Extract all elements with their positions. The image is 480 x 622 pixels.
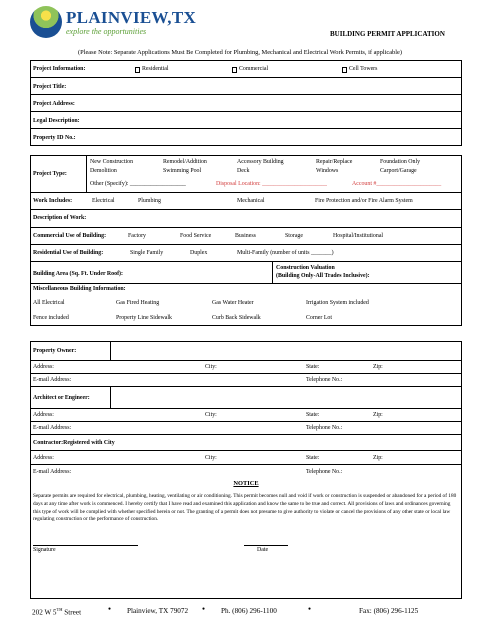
commercial-use-row bbox=[30, 228, 462, 245]
legal-description-label: Legal Description: bbox=[33, 118, 80, 124]
city-logo-icon bbox=[30, 6, 62, 38]
project-type-label: Project Type: bbox=[33, 171, 67, 177]
use-business[interactable]: Business bbox=[235, 233, 256, 239]
type-repair-replace[interactable]: Repair/Replace bbox=[316, 159, 353, 165]
building-area-label[interactable]: Building Area (Sq. Ft. Under Roof): bbox=[33, 271, 123, 277]
work-includes-label: Work Includes: bbox=[33, 198, 73, 204]
type-swimming-pool[interactable]: Swimming Pool bbox=[163, 168, 202, 174]
architect-label: Architect or Engineer: bbox=[33, 395, 90, 401]
architect-phone-label: Telephone No.: bbox=[306, 425, 343, 431]
commercial-checkbox[interactable] bbox=[232, 67, 237, 73]
residential-use-row bbox=[30, 245, 462, 262]
notice-heading: NOTICE bbox=[233, 480, 259, 487]
area-valuation-row bbox=[30, 262, 462, 284]
project-address-label: Project Address: bbox=[33, 101, 75, 107]
footer-address-number: 202 W 5 bbox=[32, 608, 57, 617]
misc-curb-sidewalk[interactable]: Curb Back Sidewalk bbox=[212, 315, 261, 321]
architect-email-label: E-mail Address: bbox=[33, 425, 72, 431]
architect-address-row[interactable] bbox=[30, 409, 462, 422]
project-address-row[interactable] bbox=[30, 95, 462, 112]
description-label: Description of Work: bbox=[33, 215, 87, 221]
notice-body: Separate permits are required for electrical, plumbing, heating, ventilating or air conditioning. This permit becomes null and void if work or construction is suspended or abandoned for a period of 180 days at any time after work is commenced. I hereby certify that I have read and examined this application and know the same to be true and correct. All provisions of laws and ordinances governing this type of work will be complied with whether specified herein or not. The granting of a permit does not presume to give authority to violate or cancel the provisions of any other state or local law regulating construction or the performance of construction. bbox=[33, 493, 457, 523]
misc-label: Miscellaneous Building Information: bbox=[33, 286, 126, 292]
type-accessory-building[interactable]: Accessory Building bbox=[237, 159, 284, 165]
misc-gas-heating[interactable]: Gas Fired Heating bbox=[116, 300, 160, 306]
owner-zip-label: Zip: bbox=[373, 364, 383, 370]
use-hospital[interactable]: Hospital/Institutional bbox=[333, 233, 384, 239]
valuation-sublabel[interactable]: (Building Only-All Trades Inclusive): bbox=[276, 273, 370, 279]
type-windows[interactable]: Windows bbox=[316, 168, 339, 174]
project-info-row bbox=[30, 60, 462, 78]
date-label: Date bbox=[257, 547, 269, 553]
contractor-contact-row[interactable] bbox=[30, 465, 462, 479]
footer-address-sup: TH bbox=[56, 607, 63, 612]
property-owner-label: Property Owner: bbox=[33, 348, 77, 354]
project-info-label: Project Information: bbox=[33, 66, 86, 72]
owner-email-label: E-mail Address: bbox=[33, 377, 72, 383]
contractor-zip-label: Zip: bbox=[373, 455, 383, 461]
owner-phone-label: Telephone No.: bbox=[306, 377, 343, 383]
type-foundation-only[interactable]: Foundation Only bbox=[380, 159, 421, 165]
type-carport-garage[interactable]: Carport/Garage bbox=[380, 168, 417, 174]
footer-fax: Fax: (806) 296-1125 bbox=[359, 607, 419, 615]
type-remodel[interactable]: Remodel/Addition bbox=[163, 159, 207, 165]
type-new-construction[interactable]: New Construction bbox=[90, 159, 134, 165]
application-note: (Please Note: Separate Applications Must Be Completed for Plumbing, Mechanical and Electrical Work Permits, if applicable) bbox=[78, 49, 402, 56]
use-storage[interactable]: Storage bbox=[285, 233, 303, 239]
legal-description-row[interactable] bbox=[30, 112, 462, 129]
logo-tagline: explore the opportunities bbox=[66, 27, 147, 36]
type-deck[interactable]: Deck bbox=[237, 168, 250, 174]
misc-fence[interactable]: Fence included bbox=[33, 315, 69, 321]
residential-checkbox[interactable] bbox=[135, 67, 140, 73]
contractor-city-label: City: bbox=[205, 455, 217, 461]
page-title: BUILDING PERMIT APPLICATION bbox=[330, 30, 445, 38]
misc-info-row bbox=[30, 284, 462, 326]
project-type-row bbox=[30, 155, 462, 193]
misc-all-electrical[interactable]: All Electrical bbox=[33, 300, 65, 306]
architect-address-label: Address: bbox=[33, 412, 54, 418]
footer-bullet-2: ● bbox=[202, 607, 206, 612]
architect-row bbox=[30, 387, 462, 409]
option-commercial: Commercial bbox=[239, 66, 269, 72]
project-title-label: Project Title: bbox=[33, 84, 67, 90]
contractor-row bbox=[30, 435, 462, 451]
architect-state-label: State: bbox=[306, 412, 320, 418]
misc-irrigation[interactable]: Irrigation System included bbox=[306, 300, 369, 306]
type-demolition[interactable]: Demolition bbox=[90, 168, 117, 174]
owner-state-label: State: bbox=[306, 364, 320, 370]
owner-address-row[interactable] bbox=[30, 361, 462, 374]
option-cell-towers: Cell Towers bbox=[349, 66, 378, 72]
contractor-phone-label: Telephone No.: bbox=[306, 469, 343, 475]
description-row[interactable] bbox=[30, 210, 462, 228]
use-multi-family[interactable]: Multi-Family (number of units _______) bbox=[237, 250, 334, 256]
signature-label: Signature bbox=[33, 547, 56, 553]
valuation-label: Construction Valuation bbox=[276, 265, 335, 271]
footer-city: Plainview, TX 79072 bbox=[127, 607, 189, 615]
work-mechanical[interactable]: Mechanical bbox=[237, 198, 265, 204]
property-owner-row bbox=[30, 341, 462, 361]
contractor-address-row[interactable] bbox=[30, 451, 462, 465]
footer-bullet-1: ● bbox=[108, 607, 112, 612]
signature-line[interactable] bbox=[33, 545, 138, 546]
contractor-label: Contractor:Registered with City bbox=[33, 440, 115, 446]
architect-zip-label: Zip: bbox=[373, 412, 383, 418]
misc-corner-lot[interactable]: Corner Lot bbox=[306, 315, 333, 321]
footer-bullet-3: ● bbox=[308, 607, 312, 612]
owner-address-label: Address: bbox=[33, 364, 54, 370]
misc-gas-water-heater[interactable]: Gas Water Heater bbox=[212, 300, 254, 306]
work-includes-row bbox=[30, 193, 462, 210]
use-single-family[interactable]: Single Family bbox=[130, 250, 164, 256]
residential-use-label: Residential Use of Building: bbox=[33, 250, 104, 256]
owner-contact-row[interactable] bbox=[30, 374, 462, 387]
use-duplex[interactable]: Duplex bbox=[190, 250, 208, 256]
footer-phone: Ph. (806) 296-1100 bbox=[221, 607, 277, 615]
type-other-specify[interactable]: Other (Specify): ___________________ bbox=[90, 181, 186, 187]
architect-contact-row[interactable] bbox=[30, 422, 462, 435]
date-line[interactable] bbox=[244, 545, 288, 546]
contractor-address-label: Address: bbox=[33, 455, 54, 461]
work-fire-protection[interactable]: Fire Protection and/or Fire Alarm System bbox=[315, 198, 413, 204]
misc-property-sidewalk[interactable]: Property Line Sidewalk bbox=[116, 315, 172, 321]
footer-address bbox=[32, 607, 81, 616]
account-number-field[interactable]: Account #______________________ bbox=[352, 181, 442, 187]
property-id-row[interactable] bbox=[30, 129, 462, 146]
contractor-state-label: State: bbox=[306, 455, 320, 461]
commercial-use-label: Commercial Use of Building: bbox=[33, 233, 107, 239]
logo-name: PLAINVIEW,TX bbox=[66, 8, 197, 27]
cell-towers-checkbox[interactable] bbox=[342, 67, 347, 73]
work-plumbing[interactable]: Plumbing bbox=[138, 198, 161, 204]
option-residential: Residential bbox=[142, 66, 169, 72]
use-food-service[interactable]: Food Service bbox=[180, 233, 212, 239]
work-electrical[interactable]: Electrical bbox=[92, 198, 115, 204]
disposal-location-field[interactable]: Disposal Location: ______________________ bbox=[216, 181, 327, 187]
project-title-row[interactable] bbox=[30, 78, 462, 95]
owner-city-label: City: bbox=[205, 364, 217, 370]
property-id-label: Property ID No.: bbox=[33, 135, 76, 141]
footer-address-street: Street bbox=[62, 608, 82, 617]
contractor-email-label: E-mail Address: bbox=[33, 469, 72, 475]
use-factory[interactable]: Factory bbox=[128, 233, 146, 239]
architect-city-label: City: bbox=[205, 412, 217, 418]
